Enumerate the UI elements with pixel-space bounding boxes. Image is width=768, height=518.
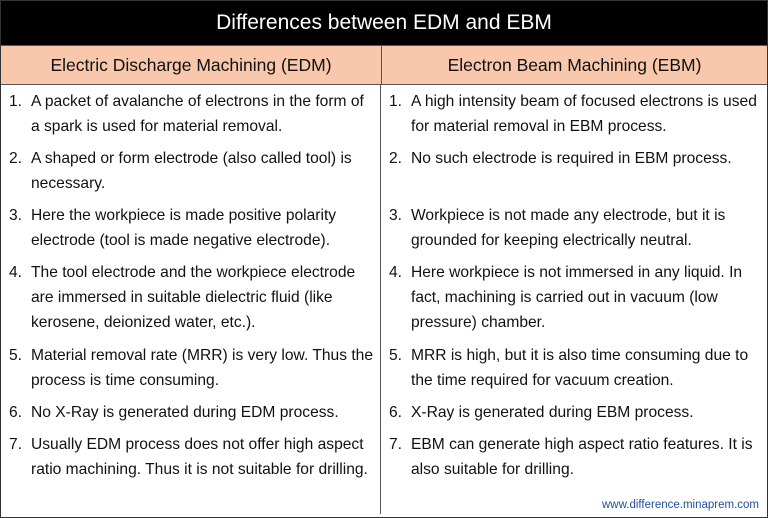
ebm-cell: [381, 339, 767, 396]
row-number: 4.: [9, 264, 23, 281]
ebm-cell: [381, 396, 767, 428]
table-row: [1, 396, 767, 428]
edm-text: A shaped or form electrode (also called tool) is necessary.: [31, 150, 352, 192]
ebm-text: A high intensity beam of focused electrons is used for material removal in EBM process.: [411, 93, 757, 135]
edm-cell: [1, 85, 381, 142]
row-number: 2.: [9, 150, 23, 167]
table-row: [1, 199, 767, 256]
table-body: [1, 85, 767, 514]
column-header-edm: Electric Discharge Machining (EDM): [1, 46, 382, 84]
ebm-cell: [381, 85, 767, 142]
row-number: 4.: [389, 264, 403, 281]
column-header-ebm: Electron Beam Machining (EBM): [447, 54, 702, 75]
ebm-text: Here workpiece is not immersed in any liquid. In fact, machining is carried out in vacuum (low pressure) chamber.: [411, 264, 743, 331]
ebm-text: No such electrode is required in EBM process.: [411, 150, 732, 167]
row-number: 1.: [389, 93, 403, 110]
ebm-cell: [381, 142, 767, 199]
ebm-text: EBM can generate high aspect ratio features. It is also suitable for drilling.: [411, 436, 753, 478]
edm-cell: [1, 199, 381, 256]
edm-text: Usually EDM process does not offer high aspect ratio machining. Thus it is not suitable for drilling.: [31, 436, 368, 478]
edm-text: Material removal rate (MRR) is very low. Thus the process is time consuming.: [31, 347, 374, 389]
ebm-text: Workpiece is not made any electrode, but it is grounded for keeping electrically neutral.: [411, 207, 726, 249]
edm-cell: [1, 142, 381, 199]
ebm-text: X-Ray is generated during EBM process.: [411, 404, 694, 421]
row-number: 7.: [389, 436, 403, 453]
edm-text: Here the workpiece is made positive polarity electrode (tool is made negative electrode).: [31, 207, 337, 249]
table-row: [1, 256, 767, 339]
row-number: 5.: [389, 347, 403, 364]
row-number: 6.: [9, 404, 23, 421]
row-number: 2.: [389, 150, 403, 167]
row-number: 1.: [9, 93, 23, 110]
ebm-cell: [381, 199, 767, 256]
table-row: [1, 339, 767, 396]
edm-text: The tool electrode and the workpiece electrode are immersed in suitable dielectric fluid (like kerosene, deionized water, etc.).: [31, 264, 356, 331]
edm-cell: [1, 256, 381, 339]
edm-cell: [1, 428, 381, 514]
table-title: Differences between EDM and EBM: [1, 1, 767, 45]
header-row: [1, 45, 767, 85]
edm-text: A packet of avalanche of electrons in the form of a spark is used for material removal.: [31, 93, 364, 135]
ebm-text: MRR is high, but it is also time consuming due to the time required for vacuum creation.: [411, 347, 749, 389]
edm-cell: [1, 396, 381, 428]
ebm-cell: [381, 256, 767, 339]
row-number: 3.: [389, 207, 403, 224]
row-number: 6.: [389, 404, 403, 421]
table-row: [1, 142, 767, 199]
source-url: www.difference.minaprem.com: [601, 499, 759, 511]
row-number: 3.: [9, 207, 23, 224]
row-number: 5.: [9, 347, 23, 364]
row-number: 7.: [9, 436, 23, 453]
edm-text: No X-Ray is generated during EDM process.: [31, 404, 339, 421]
edm-cell: [1, 339, 381, 396]
table-row: [1, 85, 767, 142]
